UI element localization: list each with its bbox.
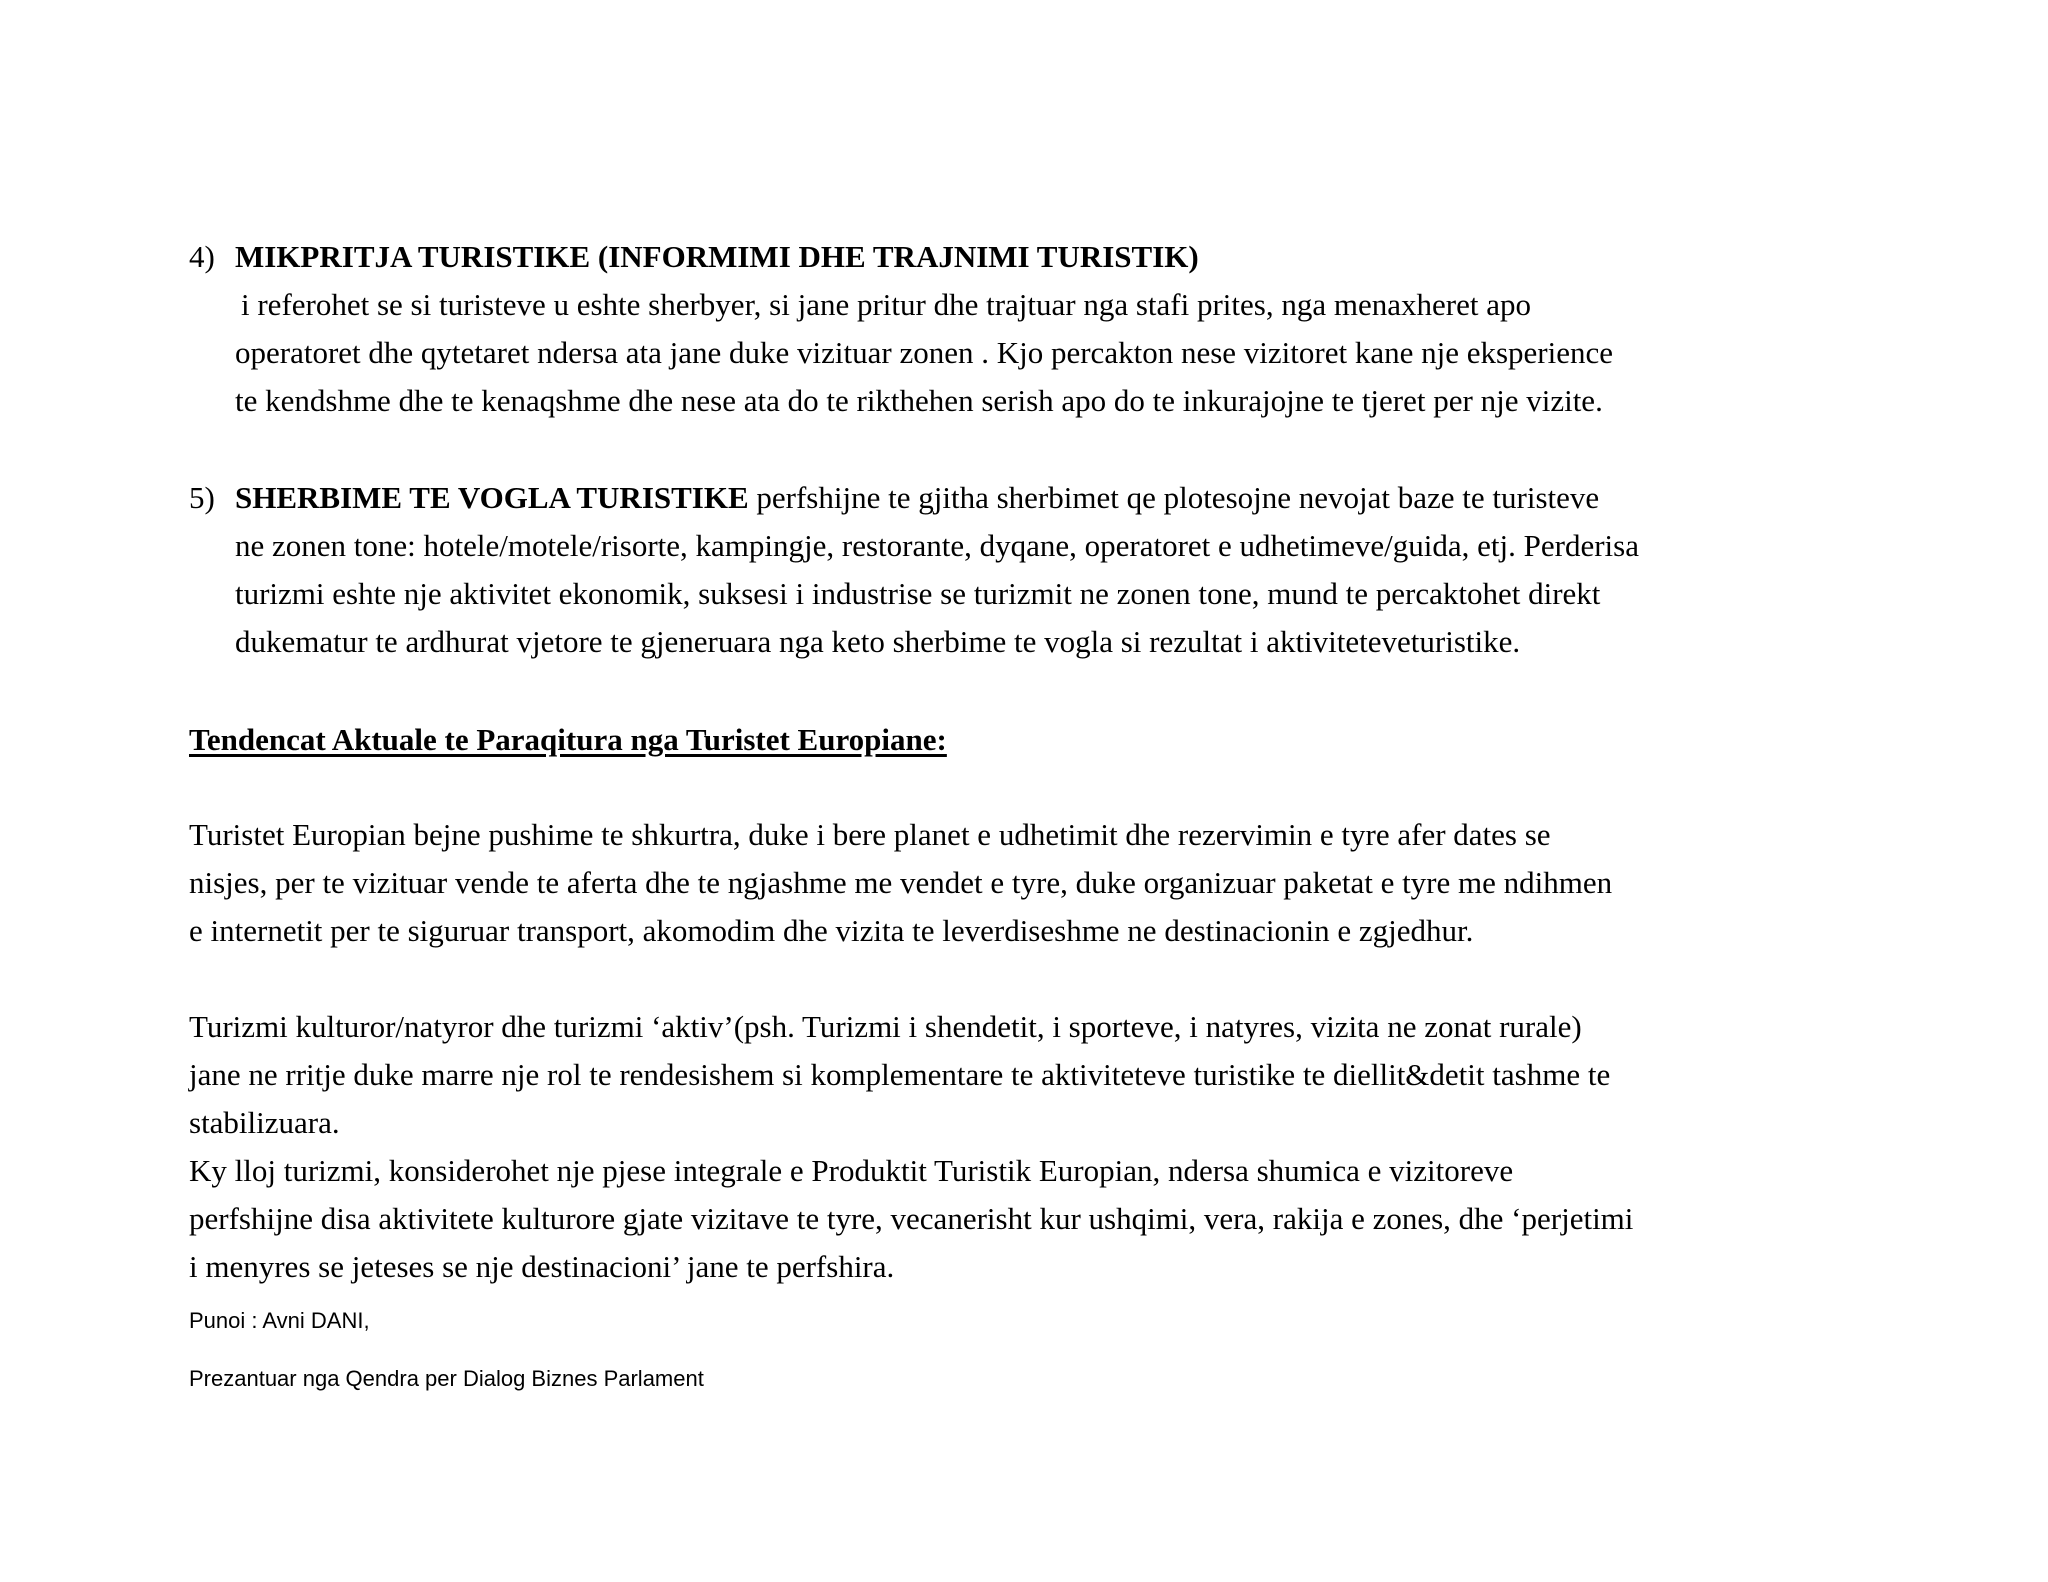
paragraph-1: [189, 811, 1909, 955]
item-description-line: ne zonen tone: hotele/motele/risorte, kampingje, restorante, dyqane, operatoret e udhetimeve/guida, etj. Perderisa: [235, 528, 1639, 563]
paragraph-line: i menyres se jeteses se nje destinacioni’ jane te perfshira.: [189, 1249, 895, 1284]
section-title: Tendencat Aktuale te Paraqitura nga Turistet Europiane:: [189, 722, 947, 757]
item-description-line: turizmi eshte nje aktivitet ekonomik, suksesi i industrise se turizmit ne zonen tone, mund te percaktohet direkt: [235, 576, 1601, 611]
item-heading: MIKPRITJA TURISTIKE (INFORMIMI DHE TRAJNIMI TURISTIK): [235, 239, 1199, 274]
item-description-line: dukematur te ardhurat vjetore te gjeneruara nga keto sherbime te vogla si rezultat i aktiviteteveturistike.: [235, 624, 1521, 659]
item-first-line: [235, 474, 1909, 522]
author-credit: Punoi : Avni DANI,: [189, 1308, 370, 1333]
list-item-4: [189, 233, 1909, 425]
paragraph-2: [189, 1003, 1909, 1147]
item-description-line: perfshijne te gjitha sherbimet qe plotesojne nevojat baze te turisteve: [748, 480, 1600, 515]
item-heading: SHERBIME TE VOGLA TURISTIKE: [235, 480, 749, 515]
item-description-line: te kendshme dhe te kenaqshme dhe nese ata do te rikthehen serish apo do te inkurajojne te tjeret per nje vizite.: [235, 383, 1603, 418]
item-description-line: operatoret dhe qytetaret ndersa ata jane duke vizituar zonen . Kjo percakton nese vizitoret kane nje eksperience: [235, 335, 1614, 370]
paragraph-line: jane ne rritje duke marre nje rol te rendesishem si komplementare te aktiviteteve turistike te diellit&detit tashme te: [189, 1057, 1611, 1092]
paragraph-line: stabilizuara.: [189, 1105, 340, 1140]
list-number: 5): [189, 480, 215, 515]
list-number: 4): [189, 239, 215, 274]
paragraph-line: Ky lloj turizmi, konsiderohet nje pjese integrale e Produktit Turistik Europian, ndersa shumica e vizitoreve: [189, 1153, 1514, 1188]
paragraph-3: [189, 1147, 1909, 1291]
paragraph-line: Turistet Europian bejne pushime te shkurtra, duke i bere planet e udhetimit dhe rezervimin e tyre afer dates se: [189, 817, 1551, 852]
list-item-5: [189, 474, 1909, 666]
paragraph-line: e internetit per te siguruar transport, akomodim dhe vizita te leverdiseshme ne destinacionin e zgjedhur.: [189, 913, 1474, 948]
paragraph-line: nisjes, per te vizituar vende te aferta dhe te ngjashme me vendet e tyre, duke organizuar paketat e tyre me ndihmen: [189, 865, 1613, 900]
item-description-line: i referohet se si turisteve u eshte sherbyer, si jane pritur dhe trajtuar nga stafi prites, nga menaxheret apo: [241, 287, 1531, 322]
paragraph-line: Turizmi kulturor/natyror dhe turizmi ‘aktiv’(psh. Turizmi i shendetit, i sporteve, i natyres, vizita ne zonat rurale): [189, 1009, 1582, 1044]
paragraph-line: perfshijne disa aktivitete kulturore gjate vizitave te tyre, vecanerisht kur ushqimi, vera, rakija e zones, dhe ‘perjetimi: [189, 1201, 1634, 1236]
presented-by: Prezantuar nga Qendra per Dialog Biznes Parlament: [189, 1366, 704, 1391]
